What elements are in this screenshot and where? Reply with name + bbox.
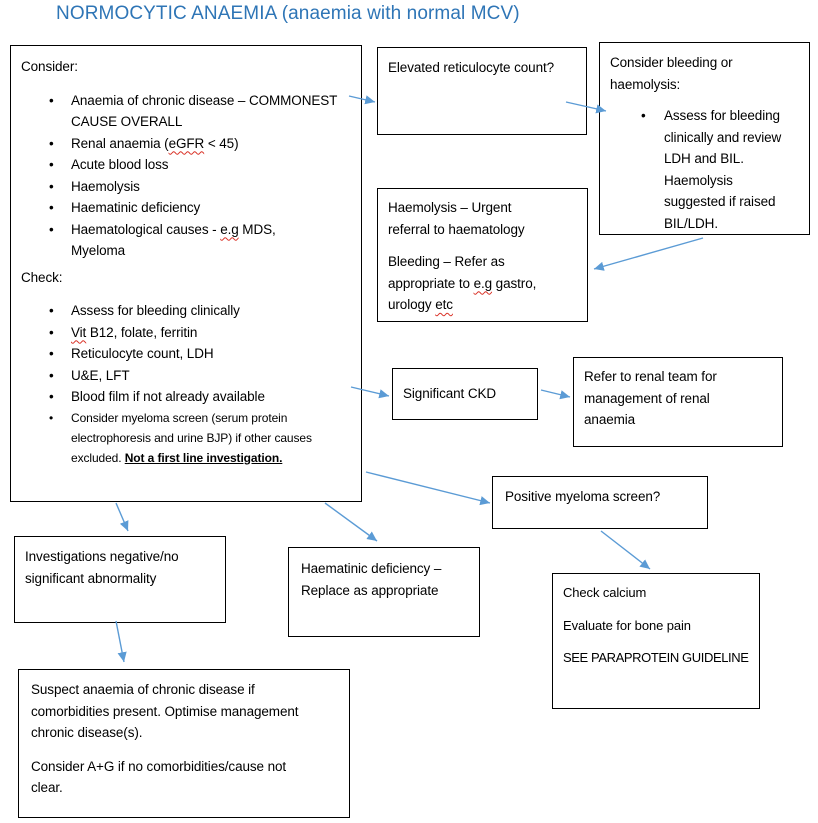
misspelled-word: Vit (71, 324, 87, 340)
list-item: • Assess for bleeding clinically (21, 300, 351, 322)
chronic-disease-box (18, 669, 350, 818)
arrow-consider-check-box-to-investigations-negative-box (116, 503, 128, 531)
list-item: • Blood film if not already available (21, 386, 351, 408)
paragraph: Haemolysis – Urgent referral to haematology (388, 200, 525, 237)
arrow-investigations-negative-box-to-chronic-disease-box (116, 621, 124, 662)
paragraph: Consider A+G if no comorbidities/cause not clear. (31, 758, 287, 795)
list-item: • Acute blood loss (21, 154, 351, 176)
misspelled-word: etc (435, 297, 453, 312)
arrow-consider-check-box-to-haematinic-deficiency-box (325, 503, 377, 541)
list-item: • Haematological causes - e.g MDS, Myeloma (21, 219, 351, 262)
box-text: Significant CKD (403, 386, 497, 402)
consider-bleeding-box (599, 42, 810, 235)
investigations-negative-box: Investigations negative/no significant abnormality (14, 536, 226, 623)
list-item: • Vit B12, folate, ferritin (21, 322, 351, 344)
list-item: • U&E, LFT (21, 365, 351, 387)
arrow-consider-bleeding-box-to-haemolysis-bleeding-box (594, 238, 703, 269)
arrow-myeloma-screen-box-to-paraprotein-box (601, 531, 650, 569)
emphasised-text: Not a first line investigation. (124, 450, 283, 465)
check-heading: Check: (21, 269, 63, 285)
misspelled-word: e.g (220, 221, 239, 237)
arrow-significant-ckd-box-to-renal-referral-box (541, 390, 570, 397)
consider-heading: Consider: (21, 59, 78, 74)
list-item: • Anaemia of chronic disease – COMMONEST CAUSE OVERALL (21, 90, 351, 133)
list-item: • Reticulocyte count, LDH (21, 343, 351, 365)
haemolysis-bleeding-box (377, 188, 588, 322)
misspelled-word: e.g (473, 275, 493, 291)
consider-list (21, 90, 351, 262)
list-item: • Renal anaemia (eGFR < 45) (21, 133, 351, 155)
renal-referral-box: Refer to renal team for management of renal anaemia (573, 357, 783, 447)
box-heading: Consider bleeding or haemolysis: (610, 55, 733, 92)
misspelled-word: eGFR (168, 135, 205, 151)
paragraph: Bleeding – Refer as appropriate to e.g gastro, urology etc (388, 254, 537, 312)
box-text: Elevated reticulocyte count? (388, 60, 555, 75)
paragraph: SEE PARAPROTEIN GUIDELINE (563, 650, 749, 665)
paragraph: Check calcium (563, 585, 647, 600)
box-text: Positive myeloma screen? (505, 489, 661, 504)
haematinic-deficiency-box: Haematinic deficiency – Replace as appropriate (288, 547, 480, 637)
list-item: • Assess for bleeding clinically and review LDH and BIL. Haemolysis suggested if raised BIL/LDH. (610, 105, 799, 234)
paraprotein-box (552, 573, 760, 709)
check-list (21, 300, 351, 468)
paragraph: Evaluate for bone pain (563, 617, 691, 633)
significant-ckd-box (392, 368, 538, 420)
elevated-reticulocyte-box (377, 47, 587, 135)
page-title: NORMOCYTIC ANAEMIA (anaemia with normal MCV) (56, 3, 520, 24)
arrow-consider-check-box-to-myeloma-screen-box (366, 472, 490, 503)
myeloma-screen-box (492, 476, 708, 529)
paragraph: Suspect anaemia of chronic disease if comorbidities present. Optimise management chronic disease(s). (31, 682, 299, 740)
consider-check-box (10, 45, 362, 502)
list-item: • Haematinic deficiency (21, 197, 351, 219)
list-item: • Consider myeloma screen (serum protein electrophoresis and urine BJP) if other causes excluded. Not a first line investigation. (21, 408, 351, 468)
list-item: • Haemolysis (21, 176, 351, 198)
